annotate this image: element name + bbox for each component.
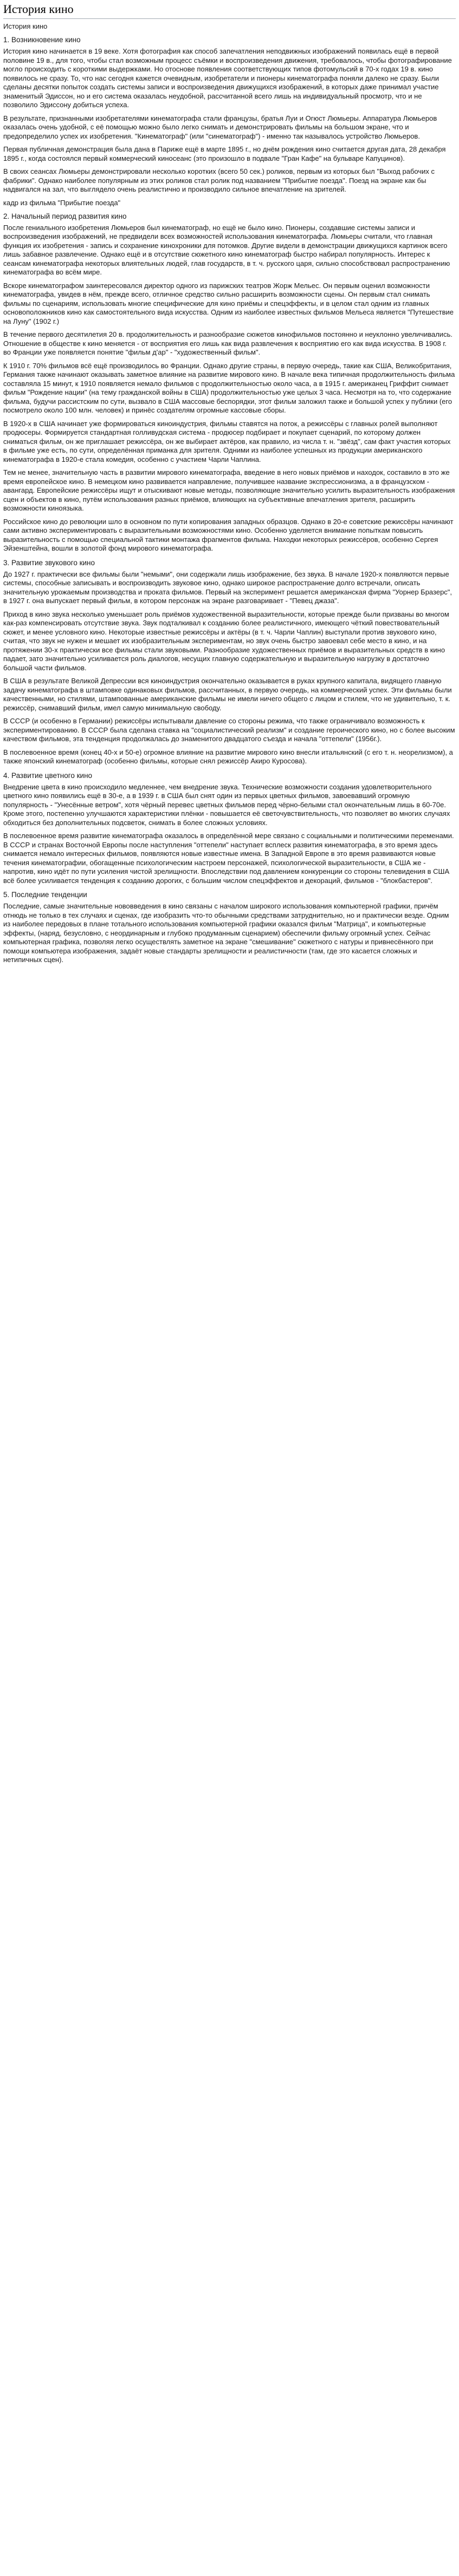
section-sound-cinema bbox=[3, 559, 456, 766]
page-subtitle: История кино bbox=[3, 22, 48, 30]
paragraph: К 1910 г. 70% фильмов всё ещё производилось во Франции. Однако другие страны, в первую очередь, такие как США, Великобритания, Германия также начинают оказывать заметное влияние на развитие мирового кино. В начале века типичная продолжительность фильма составляла 15 минут, к 1910 появляется немало фильмов с продолжительностью около часа, а в 1915 г. американец Гриффит снимает фильм "Рождение нации" (на тему гражданской войны в США) продолжительностью уже целых 3 часа. Несмотря на то, что содержание фильма, будучи рассистским по сути, вызвало в США массовые беспорядки, этот фильм заложил также и большой успех у публики (его посмотрело около 100 млн. человек) и принёс создателям огромные кассовые сборы. bbox=[3, 361, 455, 414]
section-recent-trends bbox=[3, 891, 456, 965]
paragraph: В течение первого десятилетия 20 в. продолжительность и разнообразие сюжетов кинофильмов постоянно и неуклонно увеличивались. Отношение в обществе к кино меняется - от восприятия его лишь как вида развлечения к восприятию его как вида искусства. В 1908 г. во Франции уже появляется понятие "фильм д'ар" - "художественный фильм". bbox=[3, 330, 452, 356]
paragraph: Приход в кино звука несколько уменьшает роль приёмов художественной выразительности, которые прежде были призваны во многом как-раз компенсировать отсутствие звука. Звук подталкивал к созданию более реалистичного, имеющего чёткий повествовательный сюжет, и менее условного кино. Некоторые известные режиссёры и актёры (в т. ч. Чарли Чаплин) выступали против звукового кино, считая, что звук не нужен и мешает их изобразительным экспериментам, но звук очень быстро завоевал себе место в кино, и на протяжении 30-х практически все фильмы стали звуковыми. Разнообразие художественных приёмов и выразительных средств в кино падает, зато значительно усиливается роль диалогов, несущих главную содержательную и выразительную нагрузку в достаточно большой части фильмов. bbox=[3, 610, 449, 672]
section-color-cinema bbox=[3, 772, 456, 886]
paragraph: После гениального изобретения Люмьеров был кинематограф, но ещё не было кино. Пионеры, создавшие системы записи и воспроизведения изображений, не предвидели всех возможностей использования кинематографа. Люмьеры считали, что главная функция их изобретения - запись и сохранение кинохроники для потомков. Другие видели в демонстрации движущихся картинок всего лишь забавное развлечение. Однако ещё и в отсутствие сюжетного кино кинематограф быстро набирал популярность. Интерес к сеансам кинематографа некоторых влиятельных людей, глав государств, в т. ч. русского царя, сильно способствовал распространению кинематографа во всём мире. bbox=[3, 223, 450, 276]
paragraph: Последние, самые значительные нововведения в кино связаны с началом широкого использования компьютерной графики, причём отнюдь не только в тех случаях и сценах, где изобразить что-то обычными средствами затруднительно, но и практически везде. Одним из наиболее передовых в плане тотального использования компьютерной графики оказался фильм "Матрица", и компьютерные эффекты, (наряд, безусловно, с неординарным и глубоко продуманным сценарием) обеспечили фильму огромный успех. Сейчас компьютерная графика, позволяя легко осуществлять заметное на экране "смешивание" сюжетного с натуры и привнесённого при помощи компьютера изображения, задаёт новые стандарты зрелищности и реалистичности (там, где это касается сложных и нетипичных сцен). bbox=[3, 902, 449, 964]
section-heading: 4. Развитие цветного кино bbox=[3, 771, 93, 780]
paragraph: В послевоенное время (конец 40-х и 50-е) огромное влияние на развитие мирового кино внесли итальянский (с его т. н. неорелизмом), а также японский кинематограф (особенно фильмы, которые снял режиссёр Акиро Куросова). bbox=[3, 748, 453, 765]
section-heading: 5. Последние тенденции bbox=[3, 891, 87, 899]
paragraph: Российское кино до революции шло в основном по пути копирования западных образцов. Однако в 20-е советские режиссёры начинают сами активно экспериментировать с выразительными возможностями кино. Особенно уделяется внимание попыткам повысить выразительность с помощью специальной тактики монтажа фрагментов фильма. Находки некоторых режиссёров, особенно Сергея Эйзенштейна, вошли в золотой фонд мирового кинематографа. bbox=[3, 517, 454, 552]
section-heading: 1. Возникновение кино bbox=[3, 36, 81, 44]
paragraph: В своих сеансах Люмьеры демонстрировали несколько коротких (всего 50 сек.) роликов, первым из которых был "Выход рабочих с фабрики". Однако наиболее популярным из этих роликов стал ролик под названием "Прибытие поезда". Поезд на экране как бы надвигался на зал, что выглядело очень реалистично и производило сильное впечатление на зрителей. bbox=[3, 167, 435, 193]
paragraph: До 1927 г. практически все фильмы были "немыми", они содержали лишь изображение, без звука. В начале 1920-х появляются первые системы, способные записывать и воспроизводить звуковое кино, однако широкое распространение долго встречали, описать значительную урожаемым производства и проката фильмов. Первый на эксперимент решается американская фирма "Уорнер Бразерс", в 1927 г. она выпускает первый фильм, в котором персонаж на экране разговаривает - "Певец джаза". bbox=[3, 570, 452, 605]
paragraph: Внедрение цвета в кино происходило медленнее, чем внедрение звука. Технические возможности создания удовлетворительного цветного кино появились ещё в 30-е, а в 1939 г. в США был снят один из первых цветных фильмов, завоевавший огромную популярность - "Унесённые ветром", хотя чёрный перевес цветных фильмов перед чёрно-белыми стал окончательным лишь в 60-70е. Кроме этого, постепенно улучшаются характеристики плёнки - повышается её светочувствительность, что позволяет во многих случаях обходиться без дополнительных подсветок, снимать в более сложных условиях. bbox=[3, 782, 450, 827]
paragraph: Первая публичная демонстрация была дана в Париже ещё в марте 1895 г., но днём рождения кино считается другая дата, 28 декабря 1895 г., когда состоялся первый коммерческий киносеанс (это произошло в подвале "Гран Кафе" на бульваре Капуцинов). bbox=[3, 145, 446, 162]
article-page bbox=[0, 0, 459, 975]
section-heading: 2. Начальный период развития кино bbox=[3, 212, 127, 220]
paragraph: В СССР (и особенно в Германии) режиссёры испытывали давление со стороны режима, что также ограничивало возможность к экспериментированию. В СССР была сделана ставка на "социалистический реализм" и создание героического кино, но с более высоким качеством фильмов, эта тенденция продолжалась до знаменитого двадцатого съезда и начала "оттепели" (1956г.). bbox=[3, 717, 455, 743]
page-title: История кино bbox=[3, 2, 456, 19]
paragraph: В результате, признанными изобретателями кинематографа стали французы, братья Луи и Огюст Люмьеры. Аппаратура Люмьеров оказалась очень удобной, с её помощью можно было легко снимать и демонстрировать фильмы на большом экране, что и предопределило успех их изобретения. "Кинематограф" (или "синематограф") - именно так называлось устройство Люмьеров. bbox=[3, 114, 437, 140]
section-heading: 3. Развитие звукового кино bbox=[3, 558, 95, 567]
paragraph: В послевоенное время развитие кинематографа оказалось в определённой мере связано с социальными и политическими переменами. В СССР и странах Восточной Европы после наступления "оттепели" наступает всплеск развития кинематографа, в это время здесь снимается немало интересных фильмов, появляются новые известные имена. В Западной Европе в это время развиваются новые течения кинематографии, обогащенные психологическим настроем персонажей, психологической выразительности, в США же - напротив, кино идёт по пути усиления чистой зрелищности. Впоследствии под давлением конкуренции со стороны телевидения в США всё более усиливается тенденция к созданию дорогих, с большим числом спецэффектов и декораций, фильмов - "блокбастеров". bbox=[3, 832, 454, 885]
paragraph: В 1920-х в США начинает уже формироваться киноиндустрия, фильмы ставятся на поток, а режиссёры с главных ролей выполняют продюсеры. Формируется стандартная голливудская система - продюсер подбирает и покупает сценарий, по которому должен сниматься фильм, он же приглашает режиссёра, он же выбирает актёров, как правило, из числа т. н. "звёзд", сам факт участия которых в фильме уже есть, по сути, определённая приманка для зрителя. Одними из наиболее успешных из продукции американского кинематографа в 1920-е стала комедия, особенно с участием Чарли Чаплина. bbox=[3, 419, 451, 463]
section-early-period bbox=[3, 212, 456, 553]
paragraph: Тем не менее, значительную часть в развитии мирового кинематографа, введение в него новых приёмов и находок, составило в это же время европейское кино. В немецком кино развивается направление, получившее название экспрессионизма, а в французском - авангард. Европейские режиссёры ищут и отыскивают новые методы, позволяющие значительно усилить выразительность изображения сцен и объектов в кино, путём использования разных приёмов, влияющих на субъективные впечатления зрителя, расширить возможности киноязыка. bbox=[3, 468, 455, 512]
section-origins bbox=[3, 36, 456, 207]
image-caption: кадр из фильма "Прибытие поезда" bbox=[3, 198, 121, 207]
paragraph: История кино начинается в 19 веке. Хотя фотография как способ запечатления неподвижных изображений появилась ещё в первой половине 19 в., для того, чтобы стал возможным процесс съёмки и воспроизведения движения, требовалось, чтобы фотографирование могло происходить с короткими выдержками. Но отоснове появления соответствующих типов фотомульсий в 70-х годах 19 в. кино появилось не сразу. То, что нас сегодня кажется очевидным, изобретатели и пионеры кинематографа поняли далеко не сразу. Были сделаны десятки попыток создать системы записи и воспроизведения движущихся изображений, в которых даже принимал участие знаменитый Эдиссон, но и его система оказалась неудобной, рассчитанной всего лишь на индивидуальный просмотр, что и не позволило Эдиссону добиться успеха. bbox=[3, 47, 452, 109]
paragraph: Вскоре кинематографом заинтересовался директор одного из парижских театров Жорж Мельес. Он первым оценил возможности кинематографа, увидев в нём, прежде всего, отличное средство сильно расширить возможности сцены. Он первым стал снимать фильмы по сценариям, использовать многие специфические для кино приёмы и спецэффекты, и в целом стал одним из главных основоположников кино как самостоятельного вида искусства. Одним из наиболее известных фильмов Мельеса является "Путешествие на Луну" (1902 г.) bbox=[3, 281, 454, 325]
paragraph: В США в результате Великой Депрессии вся киноиндустрия окончательно оказывается в руках крупного капитала, видящего главную задачу кинематографа в штамповке одинаковых фильмов, рассчитанных, в первую очередь, на коммерческий успех. Эти фильмы были качественными, но стилями, штампованные американские фильмы не имели ничего общего с лицом и стилем, что не удивительно, т. к. режиссёр, снимавший фильм, имел самую минимальную свободу. bbox=[3, 677, 452, 712]
